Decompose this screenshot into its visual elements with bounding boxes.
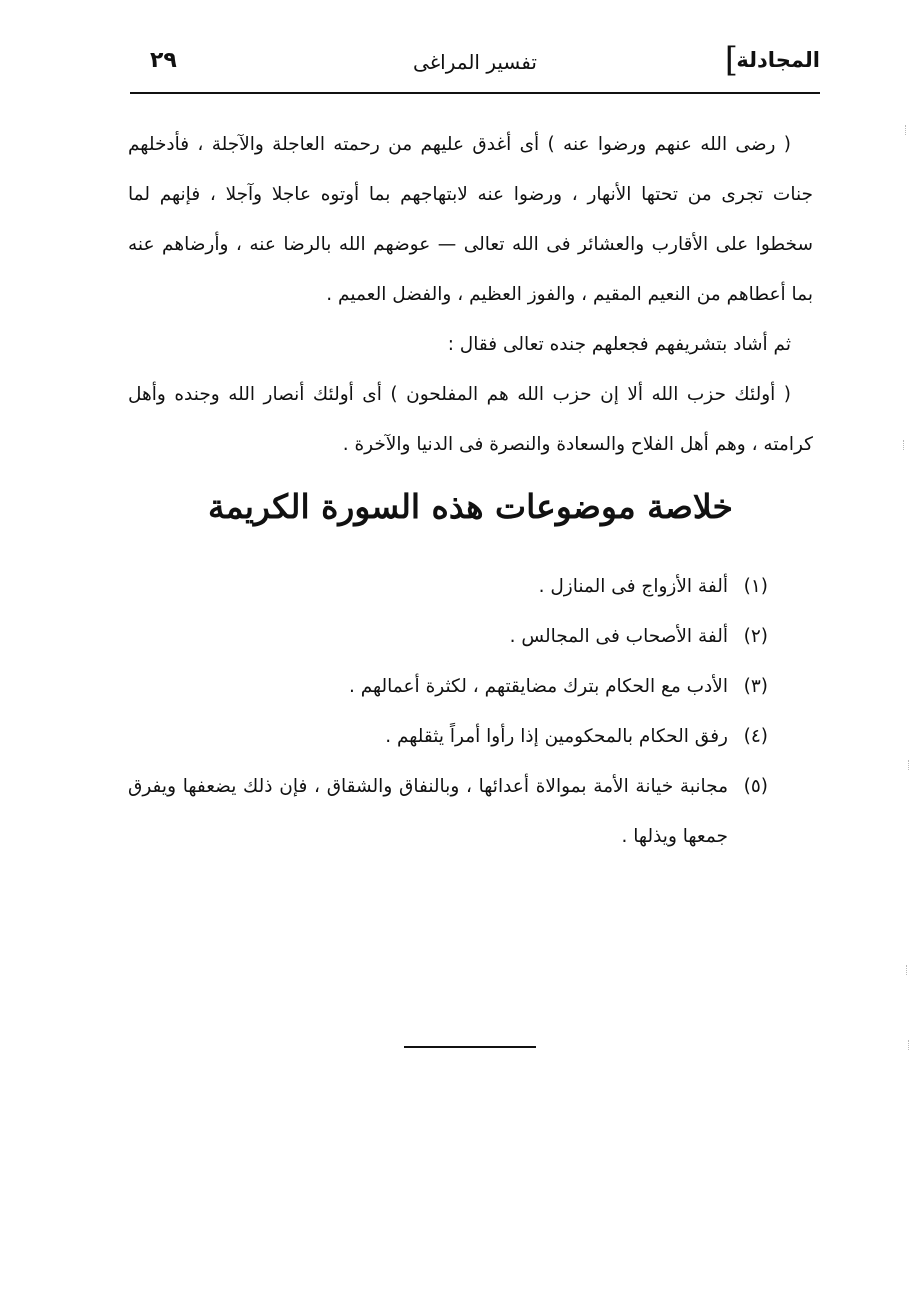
item-text: ألفة الأزواج فى المنازل . xyxy=(538,576,728,597)
paragraph: ( رضى الله عنهم ورضوا عنه ) أى أغدق عليهم من رحمته العاجلة والآجلة ، فأدخلهم جنات تجرى من تحتها الأنهار ، ورضوا عنه لابتهاجهم بما أوتوه عاجلا وآجلا ، فإنهم لما سخطوا على الأقارب والعشائر فى الله تعالى — عوضهم الله بالرضا عنه ، وأرضاهم عنه بما أعطاهم من النعيم المقيم ، والفوز العظيم ، والفضل العميم . xyxy=(128,134,813,305)
item-text: ألفة الأصحاب فى المجالس . xyxy=(509,626,728,647)
end-rule xyxy=(404,1046,536,1048)
item-number: (٥) xyxy=(743,776,768,797)
item-number: (١) xyxy=(743,576,768,597)
scan-speck xyxy=(906,965,911,975)
list-item xyxy=(128,662,768,712)
item-number: (٢) xyxy=(743,626,768,647)
item-number: (٤) xyxy=(743,726,768,747)
scan-speck xyxy=(905,125,910,135)
body-text xyxy=(128,120,813,470)
book-title: تفسير المراغى xyxy=(413,50,537,74)
list-item xyxy=(128,712,768,762)
section-title: خلاصة موضوعات هذه السورة الكريمة xyxy=(208,487,733,526)
summary-list xyxy=(128,562,768,862)
list-item xyxy=(128,762,768,862)
item-text: رفق الحكام بالمحكومين إذا رأوا أمراً يثقلهم . xyxy=(385,726,728,747)
list-item xyxy=(128,612,768,662)
scan-speck xyxy=(903,440,908,450)
header-bracket: ] xyxy=(724,40,738,80)
item-text: مجانبة خيانة الأمة بموالاة أعدائها ، وبالنفاق والشقاق ، فإن ذلك يضعفها ويفرق جمعها ويذلها . xyxy=(128,776,728,847)
scan-speck xyxy=(908,760,913,770)
scan-speck xyxy=(908,1040,913,1050)
item-number: (٣) xyxy=(743,676,768,697)
paragraph: ثم أشاد بتشريفهم فجعلهم جنده تعالى فقال : xyxy=(447,334,791,355)
list-item xyxy=(128,562,768,612)
header-rule xyxy=(130,92,820,94)
item-text: الأدب مع الحكام بترك مضايقتهم ، لكثرة أعمالهم . xyxy=(348,676,728,697)
page-number: ٢٩ xyxy=(150,48,177,73)
paragraph: ( أولئك حزب الله ألا إن حزب الله هم المفلحون ) أى أولئك أنصار الله وجنده وأهل كرامته ، وهم أهل الفلاح والسعادة والنصرة فى الدنيا والآخرة . xyxy=(128,384,813,455)
page-header xyxy=(130,40,820,90)
surah-name: المجادلة xyxy=(736,48,820,72)
